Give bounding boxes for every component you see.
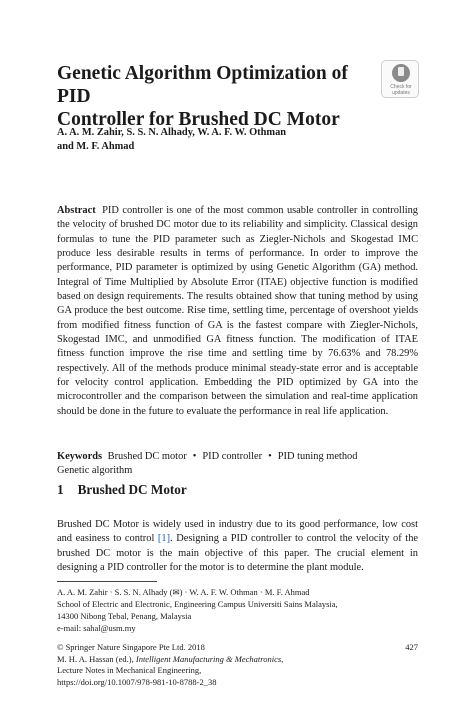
book-editor: M. H. A. Hassan (ed.), xyxy=(57,653,136,664)
title-line-1: Genetic Algorithm Optimization of PID xyxy=(57,63,348,107)
check-for-updates-badge[interactable] xyxy=(381,60,419,98)
abstract-text: PID controller is one of the most common usable controller in controlling the velocity of brushed DC motor due to its reliability and simplicity. Classical design formulas to tune the PID parameter such as Ziegler-Nichols and Skogestad IMC produce less desirable results in terms of performance. In order to improve the performance, PID parameter is optimized by using Genetic Algorithm (GA) method. Integral of Time Multiplied by Absolute Error (ITAE) objective function is modified based on design requirements. The results obtained show that tuning method by using GA produce the best outcome. Rise time, settling time, percentage of overshoot yields from modified fitness function of GA is the fastest compare with Ziegler-Nichols, Skogestad IMC, and unmodified GA fitness function. The modification of ITAE fitness function improve the rise time and settling time by 76.63% and 78.29% respectively. All of the methods produce minimal steady-state error and is acceptable for velocity control application. Embedding the PID optimized by GA into the microcontroller and the comparison between the simulation and real-time application should be done in the future to evaluate the performance in real life application. xyxy=(57,205,418,417)
copyright-line: © Springer Nature Singapore Pte Ltd. 2018 xyxy=(57,642,205,652)
section-number: 1 xyxy=(57,482,64,497)
footnote-line-1: A. A. M. Zahir · S. S. N. Alhady (✉) · W. A. F. W. Othman · M. F. Ahmad xyxy=(57,587,310,597)
citation-link[interactable]: [1] xyxy=(157,533,171,545)
badge-text-line-1: Check for xyxy=(390,84,412,90)
paper-title xyxy=(57,62,367,131)
footnote-divider xyxy=(57,581,157,582)
section-heading xyxy=(57,482,187,498)
title-line-2: Controller for Brushed DC Motor xyxy=(57,109,340,130)
author-list xyxy=(57,126,427,154)
section-body-text xyxy=(57,518,418,576)
keyword-item: PID tuning method xyxy=(277,451,358,462)
series-name: Lecture Notes in Mechanical Engineering, xyxy=(57,665,202,676)
badge-text-line-2: updates xyxy=(392,90,410,96)
keyword-item: PID controller xyxy=(202,451,263,462)
abstract xyxy=(57,204,418,419)
keywords xyxy=(57,450,418,479)
author-line-2: and M. F. Ahmad xyxy=(57,141,135,152)
body-text-part-2: . Designing a PID controller to control the velocity of the brushed DC motor is the main objective of this paper. The crucial element in designing a PID controller for the motor is to determine the plant module. xyxy=(57,533,418,574)
body-text-part-1: Brushed DC Motor is widely used in industry due to its good performance, low cost and easiness to control xyxy=(57,519,418,545)
section-title: Brushed DC Motor xyxy=(77,482,187,497)
keyword-item: Genetic algorithm xyxy=(57,465,133,477)
doi-link[interactable]: https://doi.org/10.1007/978-981-10-8788-2_38 xyxy=(57,677,217,688)
badge-text xyxy=(382,84,420,96)
book-title: Intelligent Manufacturing & Mechatronics xyxy=(135,653,282,664)
abstract-label: Abstract xyxy=(57,205,96,216)
keyword-separator: • xyxy=(192,451,197,462)
page-number: 427 xyxy=(405,642,418,652)
author-line-1: A. A. M. Zahir, S. S. N. Alhady, W. A. F. W. Othman xyxy=(57,127,287,138)
book-title-suffix: , xyxy=(281,653,284,664)
copyright-block xyxy=(57,642,357,689)
check-for-updates-icon xyxy=(392,64,410,82)
footnote-line-2: School of Electric and Electronic, Engineering Campus Universiti Sains Malaysia, xyxy=(57,599,338,609)
author-affiliation-footnote xyxy=(57,586,418,634)
footnote-email[interactable]: e-mail: sahal@usm.my xyxy=(57,623,136,633)
keyword-item: Brushed DC motor xyxy=(107,451,187,462)
keyword-separator: • xyxy=(268,451,272,462)
footnote-line-3: 14300 Nibong Tebal, Penang, Malaysia xyxy=(57,611,192,621)
keywords-label: Keywords xyxy=(57,451,103,462)
